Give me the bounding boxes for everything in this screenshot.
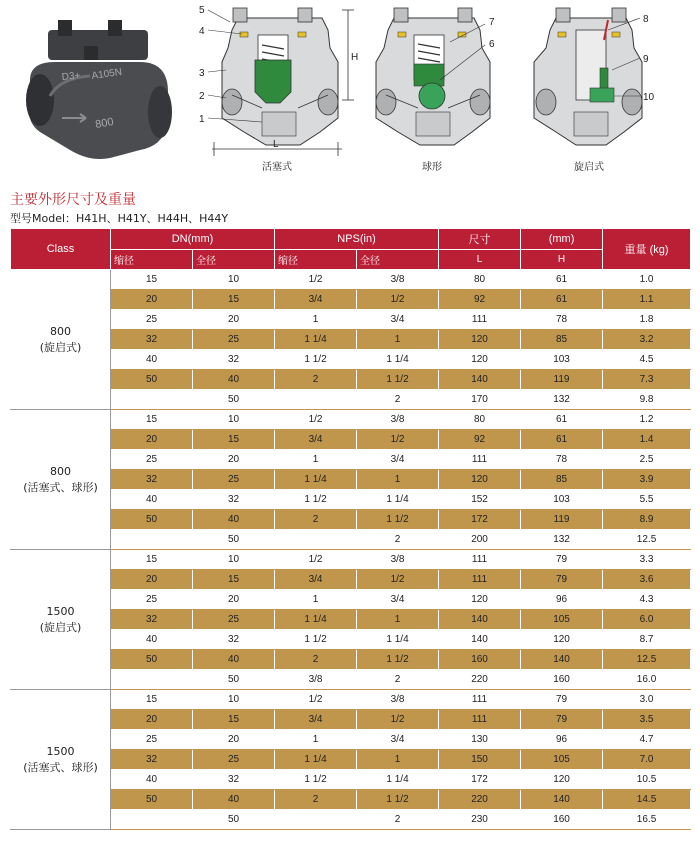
cell-height-h: 96 [521, 730, 603, 750]
cell-dn-full: 40 [193, 370, 275, 390]
cell-length-l: 172 [439, 510, 521, 530]
cell-length-l: 152 [439, 490, 521, 510]
cell-dn-full: 20 [193, 310, 275, 330]
class-rating: 800 [50, 324, 71, 338]
table-row [11, 810, 691, 830]
cell-nps-reduced: 1 [275, 450, 357, 470]
model-line: 型号Model：H41H、H41Y、H44H、H44Y [10, 212, 229, 225]
cell-weight: 1.8 [603, 310, 691, 330]
cell-nps-reduced: 3/4 [275, 710, 357, 730]
cell-dn-reduced: 20 [111, 710, 193, 730]
cell-dn-reduced: 32 [111, 330, 193, 350]
cell-height-h: 120 [521, 770, 603, 790]
cell-dn-full: 15 [193, 570, 275, 590]
cell-dn-reduced: 32 [111, 470, 193, 490]
label-10: 10 [643, 92, 655, 103]
cell-dn-full: 50 [193, 670, 275, 690]
photo-mark-a105n: A105N [90, 66, 123, 82]
table-row [11, 790, 691, 810]
cell-weight: 5.5 [603, 490, 691, 510]
class-type: (旋启式) [39, 340, 82, 354]
cell-nps-reduced [275, 810, 357, 830]
cell-height-h: 85 [521, 330, 603, 350]
table-row [11, 710, 691, 730]
cell-length-l: 80 [439, 410, 521, 430]
cell-weight: 12.5 [603, 530, 691, 550]
cell-length-l: 140 [439, 610, 521, 630]
cell-nps-full: 1/2 [357, 710, 439, 730]
cell-length-l: 111 [439, 690, 521, 710]
class-cell [11, 410, 111, 550]
cell-dn-reduced [111, 390, 193, 410]
cell-length-l: 220 [439, 670, 521, 690]
cell-dn-full: 50 [193, 810, 275, 830]
cell-height-h: 79 [521, 550, 603, 570]
cell-height-h: 119 [521, 370, 603, 390]
label-7: 7 [489, 17, 495, 28]
table-row [11, 270, 691, 290]
cell-dn-reduced: 40 [111, 770, 193, 790]
cell-dn-reduced: 20 [111, 570, 193, 590]
cell-nps-full: 3/4 [357, 590, 439, 610]
cell-weight: 2.5 [603, 450, 691, 470]
cell-length-l: 160 [439, 650, 521, 670]
table-row [11, 350, 691, 370]
class-cell [11, 270, 111, 410]
cell-length-l: 220 [439, 790, 521, 810]
cell-weight: 3.9 [603, 470, 691, 490]
cell-nps-reduced: 2 [275, 790, 357, 810]
cell-weight: 10.5 [603, 770, 691, 790]
cell-length-l: 170 [439, 390, 521, 410]
cell-height-h: 78 [521, 450, 603, 470]
cell-height-h: 119 [521, 510, 603, 530]
cell-nps-full: 1/2 [357, 570, 439, 590]
cell-nps-reduced [275, 390, 357, 410]
cell-weight: 12.5 [603, 650, 691, 670]
cell-height-h: 105 [521, 750, 603, 770]
cell-weight: 8.7 [603, 630, 691, 650]
label-1: 1 [199, 114, 205, 125]
cell-weight: 4.3 [603, 590, 691, 610]
cell-dn-reduced: 25 [111, 730, 193, 750]
cell-dn-reduced: 40 [111, 350, 193, 370]
cell-length-l: 140 [439, 630, 521, 650]
cell-nps-full: 1 1/2 [357, 510, 439, 530]
cell-dn-full: 40 [193, 650, 275, 670]
cell-nps-full: 1 1/4 [357, 770, 439, 790]
cell-height-h: 132 [521, 530, 603, 550]
table-row [11, 450, 691, 470]
header-dn-full: 全径 [193, 250, 275, 270]
header-weight: 重量 (kg) [603, 229, 691, 270]
cell-length-l: 111 [439, 570, 521, 590]
cell-weight: 6.0 [603, 610, 691, 630]
table-row [11, 430, 691, 450]
photo-mark-d3: D3+ [61, 70, 81, 83]
cell-height-h: 105 [521, 610, 603, 630]
cell-length-l: 111 [439, 450, 521, 470]
cell-dn-reduced: 15 [111, 410, 193, 430]
cell-dn-reduced: 20 [111, 290, 193, 310]
cell-dn-reduced: 15 [111, 550, 193, 570]
cell-weight: 9.8 [603, 390, 691, 410]
cell-nps-reduced: 1 1/2 [275, 630, 357, 650]
cell-weight: 3.0 [603, 690, 691, 710]
section-title: 主要外形尺寸及重量 [10, 192, 136, 208]
table-row [11, 370, 691, 390]
cell-nps-reduced: 2 [275, 370, 357, 390]
cell-length-l: 130 [439, 730, 521, 750]
cell-nps-reduced: 1 [275, 730, 357, 750]
cell-height-h: 61 [521, 270, 603, 290]
piston-valve-drawing [208, 8, 354, 156]
cell-nps-full: 2 [357, 810, 439, 830]
cell-weight: 4.5 [603, 350, 691, 370]
cell-height-h: 140 [521, 790, 603, 810]
cell-length-l: 120 [439, 350, 521, 370]
class-rating: 1500 [46, 604, 75, 618]
cell-nps-reduced: 3/4 [275, 430, 357, 450]
cell-height-h: 132 [521, 390, 603, 410]
label-4: 4 [199, 26, 205, 37]
label-9: 9 [643, 54, 649, 65]
cell-height-h: 79 [521, 690, 603, 710]
cell-nps-full: 1 1/4 [357, 630, 439, 650]
cell-nps-full: 1 1/2 [357, 370, 439, 390]
cell-length-l: 111 [439, 310, 521, 330]
dimension-l-label: L [273, 139, 279, 150]
label-8: 8 [643, 14, 649, 25]
class-cell [11, 690, 111, 830]
cell-height-h: 85 [521, 470, 603, 490]
cell-dn-reduced: 32 [111, 610, 193, 630]
cell-height-h: 160 [521, 810, 603, 830]
cell-height-h: 103 [521, 350, 603, 370]
cell-nps-reduced: 1 1/4 [275, 470, 357, 490]
cell-nps-full: 3/4 [357, 450, 439, 470]
cell-nps-full: 1 [357, 330, 439, 350]
cell-dn-reduced: 50 [111, 650, 193, 670]
table-row [11, 310, 691, 330]
cell-nps-reduced: 1 1/4 [275, 750, 357, 770]
table-row [11, 770, 691, 790]
header-nps-full: 全径 [357, 250, 439, 270]
cell-nps-full: 1/2 [357, 430, 439, 450]
cell-height-h: 103 [521, 490, 603, 510]
table-row [11, 630, 691, 650]
cell-length-l: 200 [439, 530, 521, 550]
swing-valve-drawing [534, 8, 642, 145]
cell-weight: 3.3 [603, 550, 691, 570]
cell-dn-full: 10 [193, 270, 275, 290]
table-row [11, 690, 691, 710]
cell-nps-reduced: 3/4 [275, 290, 357, 310]
header-l: L [439, 250, 521, 270]
table-row [11, 650, 691, 670]
cell-nps-reduced: 1 [275, 310, 357, 330]
cell-weight: 3.6 [603, 570, 691, 590]
header-dn: DN(mm) [111, 229, 275, 250]
cell-dn-full: 32 [193, 630, 275, 650]
cell-nps-full: 3/8 [357, 690, 439, 710]
cell-weight: 7.0 [603, 750, 691, 770]
cell-nps-reduced: 1/2 [275, 550, 357, 570]
cell-weight: 3.5 [603, 710, 691, 730]
table-body [11, 270, 691, 830]
cell-nps-full: 3/4 [357, 730, 439, 750]
cell-nps-full: 3/8 [357, 270, 439, 290]
cell-height-h: 78 [521, 310, 603, 330]
label-2: 2 [199, 91, 205, 102]
header-row-1 [11, 229, 691, 250]
header-size-unit: (mm) [521, 229, 603, 250]
cell-height-h: 160 [521, 670, 603, 690]
class-type: (活塞式、球形) [23, 760, 98, 774]
cell-weight: 8.9 [603, 510, 691, 530]
cell-dn-full: 20 [193, 590, 275, 610]
cell-dn-full: 15 [193, 430, 275, 450]
cell-dn-reduced: 32 [111, 750, 193, 770]
cell-weight: 1.1 [603, 290, 691, 310]
table-row [11, 330, 691, 350]
dimension-h-label: H [351, 52, 359, 63]
cell-dn-reduced [111, 810, 193, 830]
cell-dn-full: 15 [193, 290, 275, 310]
cell-length-l: 111 [439, 550, 521, 570]
cell-length-l: 140 [439, 370, 521, 390]
cell-length-l: 120 [439, 590, 521, 610]
cell-dn-full: 25 [193, 750, 275, 770]
table-row [11, 750, 691, 770]
table-row [11, 530, 691, 550]
table-row [11, 610, 691, 630]
cell-dn-full: 50 [193, 530, 275, 550]
cell-nps-full: 1 1/2 [357, 790, 439, 810]
valve-photo [18, 20, 173, 165]
cell-length-l: 172 [439, 770, 521, 790]
cell-dn-full: 15 [193, 710, 275, 730]
cell-nps-reduced: 2 [275, 650, 357, 670]
cell-nps-reduced [275, 530, 357, 550]
cell-dn-full: 10 [193, 690, 275, 710]
table-row [11, 410, 691, 430]
cell-height-h: 61 [521, 410, 603, 430]
cell-height-h: 61 [521, 430, 603, 450]
cell-nps-full: 1 1/4 [357, 350, 439, 370]
cell-height-h: 140 [521, 650, 603, 670]
header-h: H [521, 250, 603, 270]
header-class: Class [11, 229, 111, 270]
class-cell [11, 550, 111, 690]
cell-dn-reduced [111, 670, 193, 690]
cell-nps-reduced: 1/2 [275, 410, 357, 430]
cell-nps-reduced: 1/2 [275, 690, 357, 710]
photo-mark-800: 800 [94, 115, 115, 131]
cell-length-l: 80 [439, 270, 521, 290]
cell-nps-full: 2 [357, 670, 439, 690]
cell-nps-full: 1 1/2 [357, 650, 439, 670]
cell-nps-full: 3/8 [357, 550, 439, 570]
cell-nps-full: 1 [357, 750, 439, 770]
table-row [11, 670, 691, 690]
cell-length-l: 120 [439, 470, 521, 490]
cell-dn-full: 10 [193, 410, 275, 430]
cell-dn-full: 32 [193, 350, 275, 370]
cell-height-h: 120 [521, 630, 603, 650]
cell-nps-reduced: 1 1/2 [275, 770, 357, 790]
cell-dn-reduced: 40 [111, 630, 193, 650]
cell-dn-full: 50 [193, 390, 275, 410]
cell-dn-full: 20 [193, 450, 275, 470]
cell-length-l: 230 [439, 810, 521, 830]
dimension-weight-table [10, 228, 691, 830]
cell-dn-full: 10 [193, 550, 275, 570]
cell-nps-reduced: 3/8 [275, 670, 357, 690]
class-type: (活塞式、球形) [23, 480, 98, 494]
table-row [11, 490, 691, 510]
cell-weight: 16.5 [603, 810, 691, 830]
cell-dn-full: 40 [193, 510, 275, 530]
cell-dn-reduced: 25 [111, 450, 193, 470]
cell-dn-reduced: 20 [111, 430, 193, 450]
cell-dn-reduced: 50 [111, 370, 193, 390]
cell-height-h: 79 [521, 570, 603, 590]
cell-nps-reduced: 3/4 [275, 570, 357, 590]
cell-dn-reduced: 25 [111, 310, 193, 330]
cell-nps-full: 2 [357, 390, 439, 410]
cell-length-l: 92 [439, 430, 521, 450]
cell-dn-full: 40 [193, 790, 275, 810]
cell-nps-reduced: 2 [275, 510, 357, 530]
cell-nps-reduced: 1/2 [275, 270, 357, 290]
label-5: 5 [199, 5, 205, 16]
header-nps-reduced: 缩径 [275, 250, 357, 270]
caption-ball: 球形 [422, 162, 442, 173]
table-row [11, 290, 691, 310]
cell-weight: 4.7 [603, 730, 691, 750]
cell-dn-reduced: 50 [111, 510, 193, 530]
cell-length-l: 92 [439, 290, 521, 310]
cell-nps-reduced: 1 1/2 [275, 350, 357, 370]
class-rating: 800 [50, 464, 71, 478]
cell-height-h: 96 [521, 590, 603, 610]
cell-dn-reduced: 15 [111, 270, 193, 290]
cell-nps-reduced: 1 1/4 [275, 330, 357, 350]
cell-nps-full: 1 [357, 470, 439, 490]
cell-nps-reduced: 1 1/2 [275, 490, 357, 510]
cell-weight: 3.2 [603, 330, 691, 350]
cell-weight: 1.2 [603, 410, 691, 430]
cell-nps-reduced: 1 1/4 [275, 610, 357, 630]
label-6: 6 [489, 39, 495, 50]
table-row [11, 590, 691, 610]
cell-dn-reduced [111, 530, 193, 550]
header-nps: NPS(in) [275, 229, 439, 250]
caption-swing: 旋启式 [574, 162, 604, 173]
cell-weight: 1.4 [603, 430, 691, 450]
cell-dn-full: 20 [193, 730, 275, 750]
header-dn-reduced: 缩径 [111, 250, 193, 270]
table-row [11, 470, 691, 490]
cell-nps-full: 1 1/4 [357, 490, 439, 510]
class-type: (旋启式) [39, 620, 82, 634]
cell-dn-full: 25 [193, 330, 275, 350]
cell-nps-full: 3/4 [357, 310, 439, 330]
cell-nps-full: 3/8 [357, 410, 439, 430]
cell-nps-full: 1/2 [357, 290, 439, 310]
cell-dn-full: 25 [193, 610, 275, 630]
cell-dn-reduced: 40 [111, 490, 193, 510]
caption-piston: 活塞式 [262, 162, 292, 173]
cell-weight: 14.5 [603, 790, 691, 810]
cell-nps-reduced: 1 [275, 590, 357, 610]
cell-length-l: 120 [439, 330, 521, 350]
cell-height-h: 79 [521, 710, 603, 730]
cell-length-l: 150 [439, 750, 521, 770]
table-row [11, 730, 691, 750]
cell-dn-reduced: 15 [111, 690, 193, 710]
cell-dn-reduced: 25 [111, 590, 193, 610]
cell-dn-full: 32 [193, 770, 275, 790]
table-row [11, 550, 691, 570]
cell-length-l: 111 [439, 710, 521, 730]
table-row [11, 510, 691, 530]
header-size: 尺寸 [439, 229, 521, 250]
cell-nps-full: 2 [357, 530, 439, 550]
ball-valve-drawing [376, 8, 490, 145]
cell-weight: 1.0 [603, 270, 691, 290]
cell-nps-full: 1 [357, 610, 439, 630]
cell-height-h: 61 [521, 290, 603, 310]
class-rating: 1500 [46, 744, 75, 758]
label-3: 3 [199, 68, 205, 79]
cell-weight: 16.0 [603, 670, 691, 690]
table-row [11, 390, 691, 410]
cell-dn-full: 32 [193, 490, 275, 510]
header-row-2 [11, 250, 691, 270]
cell-dn-full: 25 [193, 470, 275, 490]
cell-weight: 7.3 [603, 370, 691, 390]
table-row [11, 570, 691, 590]
cell-dn-reduced: 50 [111, 790, 193, 810]
